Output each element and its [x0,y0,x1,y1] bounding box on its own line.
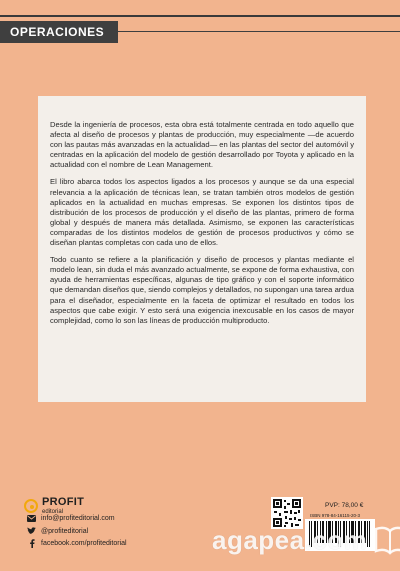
publisher-contacts [27,513,127,551]
watermark-text: agapea.com [212,524,368,555]
facebook-link[interactable]: facebook.com/profiteditorial [41,540,127,547]
contact-email [27,513,127,524]
contact-facebook [27,538,127,549]
top-rule [0,15,400,17]
profit-logo-icon [24,499,38,513]
paragraph-1-text: Desde la ingeniería de procesos, esta obra está totalmente centrada en todo aquello que afecta al diseño de procesos y plantas de producción, muy especialmente —de acuerdo con las pautas más avanzadas en la actualidad— en las plantas del sector del automóvil y centradas en la aplicación del modelo de gestión desarrollado por Toyota y aplicado en la actualidad con el nombre de Lean Management. [50,120,354,170]
email-link[interactable]: info@profiteditorial.com [41,515,115,522]
publisher-subtitle: editorial [42,509,64,515]
section-label: OPERACIONES [0,21,118,43]
header-rule [118,31,400,32]
price-label: PVP: 78,00 € [325,502,364,509]
isbn-label: ISBN 978-84-16115-20-3 [310,513,360,518]
synopsis-panel [38,96,366,402]
book-icon [373,523,400,557]
publisher-name: PROFIT [42,496,85,508]
contact-twitter [27,526,127,537]
twitter-link[interactable]: @profiteditorial [41,527,89,535]
envelope-icon [27,514,36,523]
twitter-icon [27,527,36,536]
paragraph-1 [50,120,354,170]
paragraph-3: Todo cuanto se refiere a la planificación y diseño de procesos y plantas mediante el modelo lean, sin duda el más avanzado actualmente, se expone de forma exhaustiva, con ayuda de herramientas específicas, algunas de tipo gráfico y con el soporte informático que demandan diseños que, siendo complejos y detallados, no supongan una tarea ardua para el diseñador, especialmente en la faceta de optimizar el resultado en todos los aspectos que cabe exigir. Y esto será una exigencia inexcusable en los casos de mayor complejidad, como lo son las líneas de producción multiproducto. [50,255,354,325]
facebook-icon [27,539,36,548]
agapea-watermark [212,523,400,557]
paragraph-2: El libro abarca todos los aspectos ligados a los procesos y aunque se da una especial relevancia a la aplicación de técnicas lean, se tratan también otros modelos de gestión aplicados en la actualidad en muchas empresas. Se exponen los distintos tipos de distribución de los procesos de producción y el diseño de las plantas, primero de forma global y después de manera más detallada. Asimismo, se exponen las características comparadas de los distintos modelos de gestión de procesos productivos y cómo se diseñan plantas completas con cada uno de ellos. [50,177,354,248]
